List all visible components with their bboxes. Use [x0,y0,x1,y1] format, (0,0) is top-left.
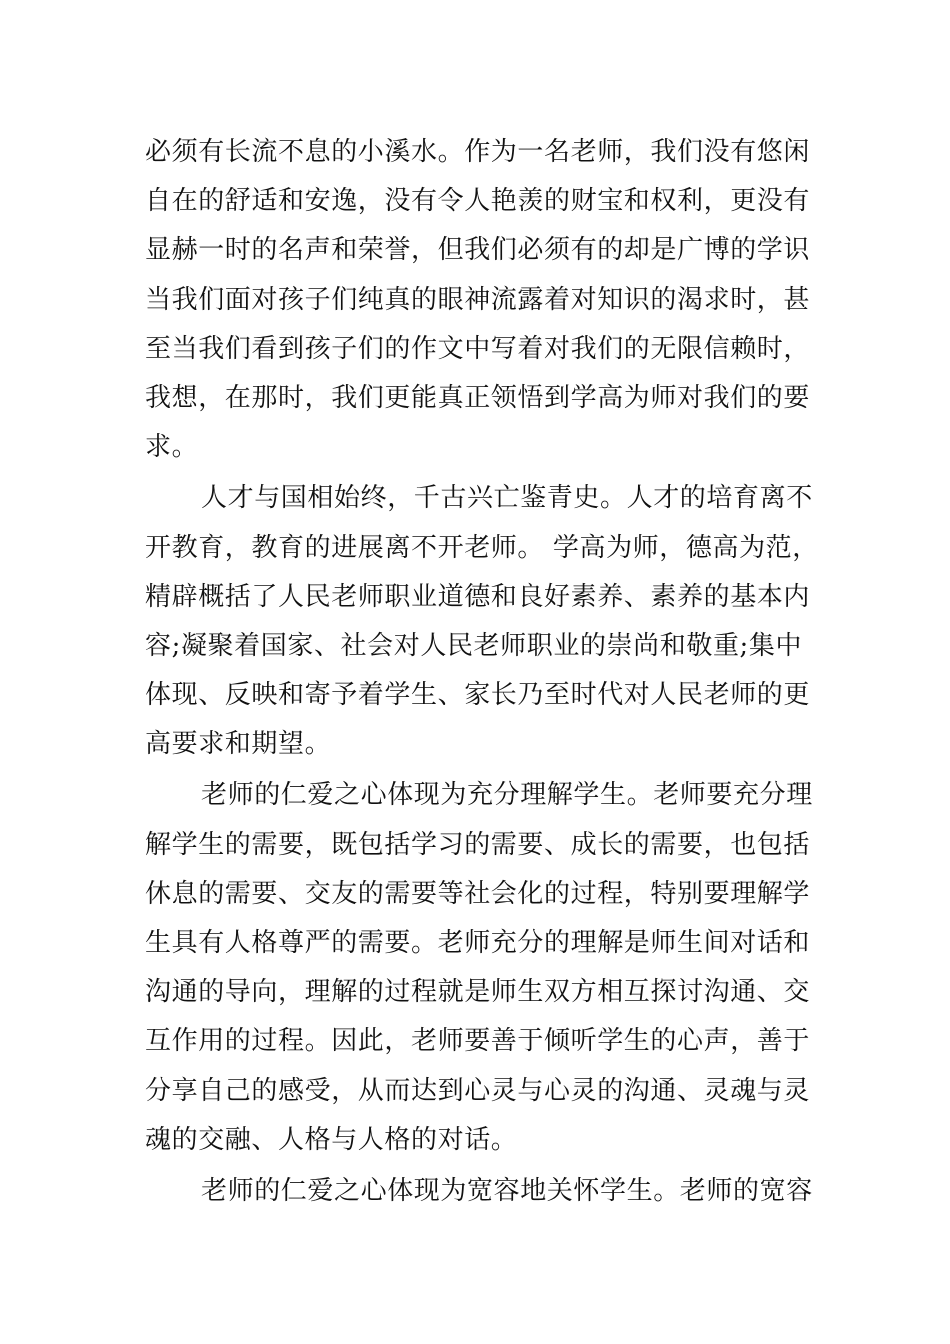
paragraph-line: 休息的需要、交友的需要等社会化的过程，特别要理解学 [145,878,811,909]
paragraph-3 [145,771,815,1165]
paragraph-1 [145,128,815,472]
paragraph-4 [145,1167,815,1216]
paragraph-line: 解学生的需要，既包括学习的需要、成长的需要，也包括 [145,829,811,860]
paragraph-2 [145,474,819,769]
paragraph-line: 当我们面对孩子们纯真的眼神流露着对知识的渴求时，甚 [145,284,811,315]
paragraph-line: 至当我们看到孩子们的作文中写着对我们的无限信赖时， [145,333,811,364]
document-body [145,128,819,1216]
paragraph-line: 魂的交融、人格与人格的对话。 [145,1124,518,1155]
paragraph-line: 生具有人格尊严的需要。老师充分的理解是师生间对话和 [145,928,811,958]
paragraph-line: 精辟概括了人民老师职业道德和良好素养、素养的基本内 [145,581,811,612]
paragraph-line: 高要求和期望。 [145,729,332,760]
paragraph-first-line: 人才与国相始终，千古兴亡鉴青史。人才的培育离不 [201,483,813,514]
paragraph-line: 分享自己的感受，从而达到心灵与心灵的沟通、灵魂与灵 [145,1075,811,1106]
paragraph-line: 体现、反映和寄予着学生、家长乃至时代对人民老师的更 [145,680,811,711]
paragraph-line: 容;凝聚着国家、社会对人民老师职业的崇尚和敬重;集中 [145,630,803,661]
paragraph-line: 我想，在那时，我们更能真正领悟到学高为师对我们的要 [145,382,811,413]
paragraph-first-line: 老师的仁爱之心体现为宽容地关怀学生。老师的宽容 [201,1175,813,1206]
paragraph-line: 沟通的导向，理解的过程就是师生双方相互探讨沟通、交 [145,977,811,1008]
paragraph-line: 开教育，教育的进展离不开老师。 学高为师，德高为范， [145,532,819,563]
paragraph-line: 求。 [145,432,199,463]
paragraph-line: 必须有长流不息的小溪水。作为一名老师，我们没有悠闲 [145,137,811,167]
paragraph-line: 互作用的过程。因此，老师要善于倾听学生的心声，善于 [145,1026,811,1057]
paragraph-line: 显赫一时的名声和荣誉，但我们必须有的却是广博的学识 [145,235,811,266]
paragraph-first-line: 老师的仁爱之心体现为充分理解学生。老师要充分理 [201,780,813,811]
paragraph-line: 自在的舒适和安逸，没有令人艳羡的财宝和权利，更没有 [145,186,811,217]
